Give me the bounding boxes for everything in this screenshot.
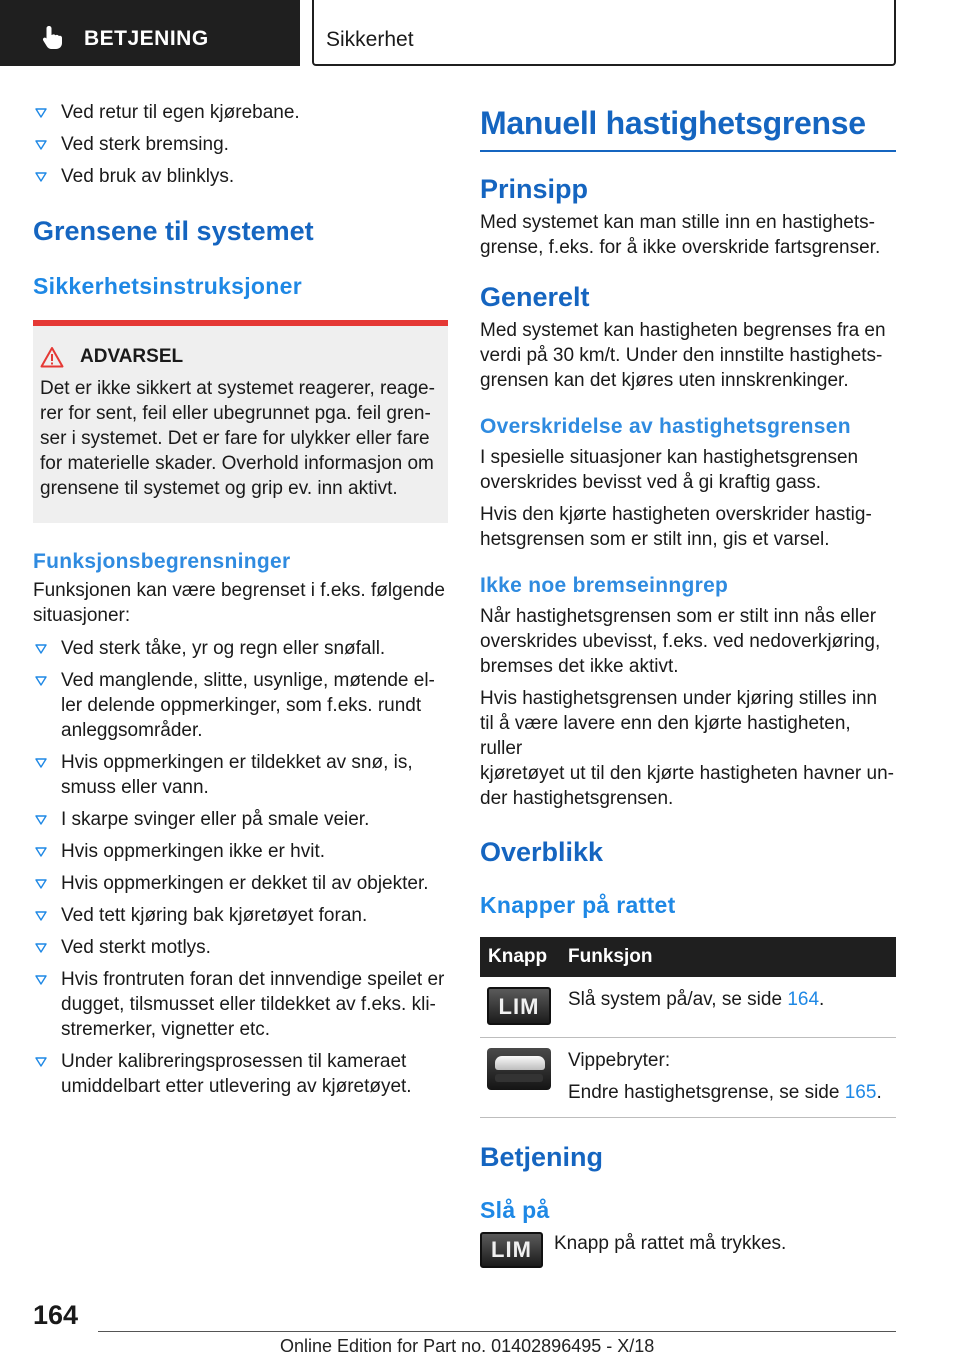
list-item: Ved sterk tåke, yr og regn eller snøfall. xyxy=(33,636,448,661)
top-bullet-list xyxy=(33,100,448,189)
warning-text: Det er ikke sikkert at systemet reagerer, reage- rer for sent, feil eller ubegrunnet pga. feil gren- ser i systemet. Det er fare for ulykker eller fare for materielle skader. Overhold informasjon om grensene til systemet og grip ev. inn aktivt. xyxy=(40,378,435,499)
bullet-triangle-icon xyxy=(35,879,47,889)
general-text: Med systemet kan hastigheten begrenses fra en verdi på 30 km/t. Under den innstilte hastighets- grensen kan det kjøres uten innskrenkinger. xyxy=(480,320,886,391)
page-number: 164 xyxy=(33,1300,79,1330)
bullet-triangle-icon xyxy=(35,676,47,686)
left-column xyxy=(33,100,448,1106)
heading-operation: Betjening xyxy=(480,1142,604,1172)
heading-system-limits: Grensene til systemet xyxy=(33,216,314,246)
table-row xyxy=(480,1038,896,1118)
hand-pointer-icon xyxy=(40,24,66,50)
table-cell-function: Slå system på/av, se side 164. xyxy=(560,977,896,1038)
function-bullet-list xyxy=(33,636,448,1099)
chapter-tab-label: Sikkerhet xyxy=(326,28,414,51)
heading-overspeed: Overskridelse av hastighetsgrensen xyxy=(480,415,851,438)
lim-button-icon: LIM xyxy=(487,987,551,1025)
bullet-triangle-icon xyxy=(35,644,47,654)
warning-box xyxy=(33,320,448,523)
bullet-triangle-icon xyxy=(35,758,47,768)
table-cell-function: Vippebryter: Endre hastighetsgrense, se side 165. xyxy=(560,1038,896,1118)
page-header xyxy=(0,0,960,66)
rocker-switch-icon xyxy=(487,1048,551,1090)
bullet-triangle-icon xyxy=(35,815,47,825)
bullet-triangle-icon xyxy=(35,172,47,182)
bullet-triangle-icon xyxy=(35,943,47,953)
switch-on-text: Knapp på rattet må trykkes. xyxy=(554,1233,787,1254)
overspeed-text-1: I spesielle situasjoner kan hastighetsgrensen overskrides bevisst ved å gi kraftig gass. xyxy=(480,447,859,493)
heading-principle: Prinsipp xyxy=(480,174,589,204)
no-braking-text-2: Hvis hastighetsgrensen under kjøring stilles inn til å være lavere enn den kjørte hastigheten, ruller kjøretøyet ut til den kjørte hastigheten havner un- der hastighetsgrensen. xyxy=(480,688,894,809)
warning-title: ADVARSEL xyxy=(80,346,184,367)
heading-safety-instructions: Sikkerhetsinstruksjoner xyxy=(33,273,302,299)
bullet-triangle-icon xyxy=(35,975,47,985)
no-braking-text-1: Når hastighetsgrensen som er stilt inn nås eller overskrides ubevisst, f.eks. ved nedoverkjøring, bremses det ikke aktivt. xyxy=(480,606,881,677)
table-header-function: Funksjon xyxy=(560,937,896,977)
heading-switch-on: Slå på xyxy=(480,1197,550,1223)
heading-no-braking: Ikke noe bremseinngrep xyxy=(480,574,729,597)
lim-button-icon: LIM xyxy=(480,1232,543,1268)
heading-general: Generelt xyxy=(480,282,590,312)
bullet-triangle-icon xyxy=(35,911,47,921)
right-column xyxy=(480,100,896,1268)
list-item: Under kalibreringsprosessen til kameraet umiddelbart etter utlevering av kjøretøyet. xyxy=(33,1049,448,1099)
list-item: Ved bruk av blinklys. xyxy=(33,164,448,189)
section-tab-label: BETJENING xyxy=(84,27,209,50)
list-item: Ved sterk bremsing. xyxy=(33,132,448,157)
bullet-triangle-icon xyxy=(35,140,47,150)
edition-text: Online Edition for Part no. 01402896495 - X/18 xyxy=(280,1336,655,1356)
button-function-table xyxy=(480,937,896,1118)
footer-rule xyxy=(98,1331,896,1332)
page-link-164[interactable]: 164 xyxy=(787,989,820,1010)
title-rule xyxy=(480,150,896,152)
warning-triangle-icon xyxy=(40,346,64,368)
list-item: Hvis frontruten foran det innvendige speilet er dugget, tilsmusset eller tildekket av f.eks. kli- stremerker, vignetter etc. xyxy=(33,967,448,1042)
function-intro: Funksjonen kan være begrenset i f.eks. følgende situasjoner: xyxy=(33,580,445,626)
warning-title-row xyxy=(40,346,440,368)
list-item: I skarpe svinger eller på smale veier. xyxy=(33,807,448,832)
bullet-triangle-icon xyxy=(35,108,47,118)
list-item: Ved manglende, slitte, usynlige, møtende el- ler delende oppmerkinger, som f.eks. rundt anleggsområder. xyxy=(33,668,448,743)
list-item: Ved tett kjøring bak kjøretøyet foran. xyxy=(33,903,448,928)
switch-on-row xyxy=(480,1232,896,1268)
page-link-165[interactable]: 165 xyxy=(844,1082,877,1103)
heading-function-limits: Funksjonsbegrensninger xyxy=(33,550,291,573)
page-title: Manuell hastighetsgrense xyxy=(480,105,866,141)
section-tab[interactable] xyxy=(0,0,300,66)
chapter-tab[interactable] xyxy=(312,0,896,66)
heading-overview: Overblikk xyxy=(480,837,604,867)
overspeed-text-2: Hvis den kjørte hastigheten overskrider hastig- hetsgrensen som er stilt inn, gis et varsel. xyxy=(480,504,872,550)
table-header-button: Knapp xyxy=(480,937,560,977)
list-item: Hvis oppmerkingen er tildekket av snø, is, smuss eller vann. xyxy=(33,750,448,800)
list-item: Ved sterkt motlys. xyxy=(33,935,448,960)
list-item: Hvis oppmerkingen er dekket til av objekter. xyxy=(33,871,448,896)
heading-steering-buttons: Knapper på rattet xyxy=(480,892,676,918)
table-row xyxy=(480,977,896,1038)
list-item: Hvis oppmerkingen ikke er hvit. xyxy=(33,839,448,864)
bullet-triangle-icon xyxy=(35,1057,47,1067)
list-item: Ved retur til egen kjørebane. xyxy=(33,100,448,125)
principle-text: Med systemet kan man stille inn en hastighets- grense, f.eks. for å ikke overskride fartsgrenser. xyxy=(480,212,881,258)
bullet-triangle-icon xyxy=(35,847,47,857)
